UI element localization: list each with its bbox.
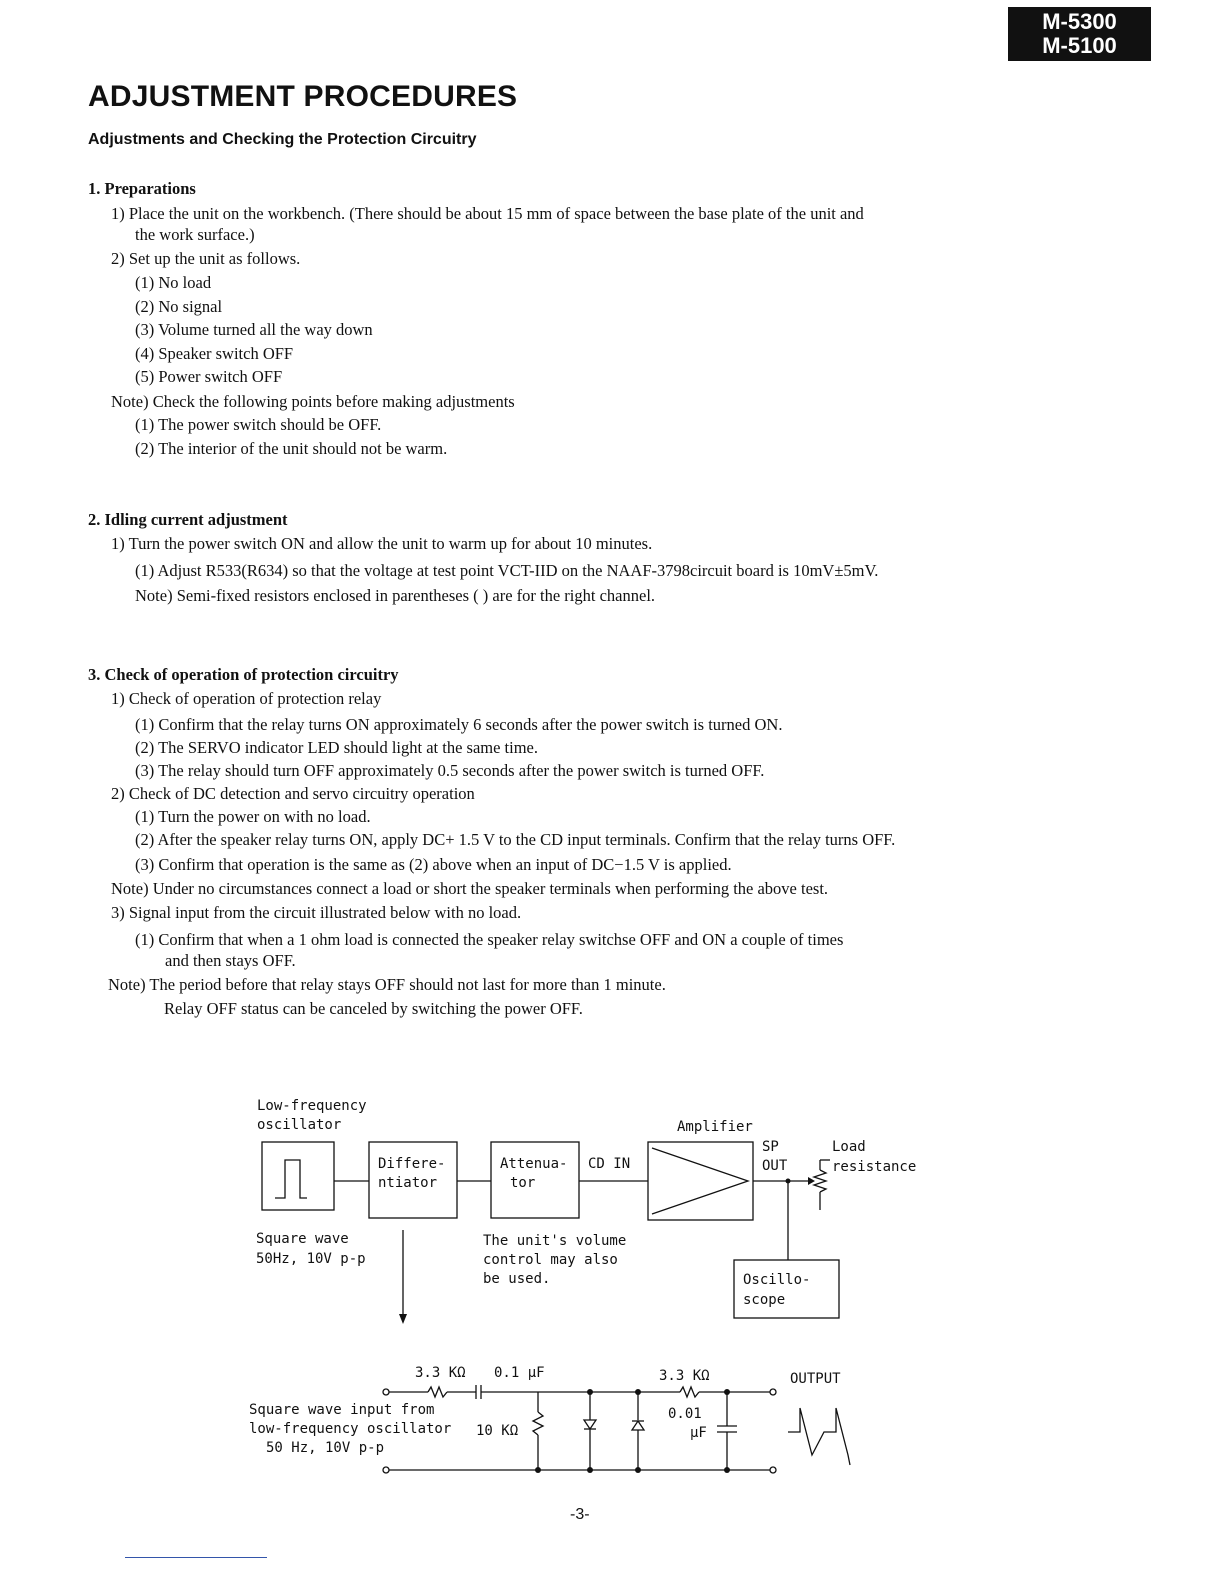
- s1-note: Note) Check the following points before making adjustments: [111, 392, 515, 411]
- diff-label2: ntiator: [378, 1175, 438, 1191]
- s1-line2: 2) Set up the unit as follows.: [111, 249, 301, 268]
- s1-item1: (1) No load: [135, 273, 212, 292]
- load-label2: resistance: [832, 1159, 917, 1175]
- sp-label2: OUT: [762, 1158, 788, 1174]
- s3-line3: 3) Signal input from the circuit illustrated below with no load.: [111, 903, 522, 922]
- r3-label: 10 KΩ: [476, 1423, 519, 1439]
- s1-item5: (5) Power switch OFF: [135, 367, 283, 386]
- scope-label1: Oscillo-: [743, 1272, 811, 1288]
- s2-line2: (1) Adjust R533(R634) so that the voltage at test point VCT-IID on the NAAF-3798circuit board is 10mV±5mV.: [135, 561, 879, 580]
- circuit-schematic: [383, 1385, 850, 1473]
- section2-heading: 2. Idling current adjustment: [88, 510, 288, 529]
- page-subtitle: Adjustments and Checking the Protection Circuitry: [88, 131, 477, 148]
- s3-b1: (1) Turn the power on with no load.: [135, 807, 371, 826]
- resistor-10k: [533, 1412, 543, 1435]
- output-waveform-icon: [788, 1408, 850, 1465]
- footer-rule: [125, 1557, 267, 1558]
- s1-note1: (1) The power switch should be OFF.: [135, 415, 382, 434]
- resistor-3k3-2: [680, 1387, 699, 1397]
- square-label2: 50Hz, 10V p-p: [256, 1251, 366, 1267]
- r2-label: 3.3 KΩ: [659, 1368, 710, 1384]
- osc-label2: oscillator: [257, 1117, 342, 1133]
- s2-note: Note) Semi-fixed resistors enclosed in parentheses ( ) are for the right channel.: [135, 586, 656, 605]
- section3-heading: 3. Check of operation of protection circuitry: [88, 665, 399, 684]
- output-label: OUTPUT: [790, 1371, 841, 1387]
- square-label1: Square wave: [256, 1231, 349, 1247]
- section1-heading: 1. Preparations: [88, 179, 196, 198]
- r1-label: 3.3 KΩ: [415, 1365, 466, 1381]
- page-number: -3-: [570, 1506, 590, 1523]
- s3-a2: (2) The SERVO indicator LED should light at the same time.: [135, 738, 539, 757]
- input-label2: low-frequency oscillator: [249, 1421, 452, 1437]
- att-label2: tor: [510, 1175, 536, 1191]
- s1-item4: (4) Speaker switch OFF: [135, 344, 294, 363]
- square-wave-icon: [275, 1160, 307, 1198]
- volume-note1: The unit's volume: [483, 1233, 627, 1249]
- page-title: ADJUSTMENT PROCEDURES: [88, 80, 518, 113]
- sp-label1: SP: [762, 1139, 779, 1155]
- s1-item3: (3) Volume turned all the way down: [135, 320, 373, 339]
- s3-b2: (2) After the speaker relay turns ON, apply DC+ 1.5 V to the CD input terminals. Confirm that the relay turns OFF.: [135, 830, 896, 849]
- s3-b3: (3) Confirm that operation is the same as (2) above when an input of DC−1.5 V is applied.: [135, 855, 732, 874]
- osc-label1: Low-frequency: [257, 1098, 367, 1114]
- load-label1: Load: [832, 1139, 866, 1155]
- s1-item2: (2) No signal: [135, 297, 223, 316]
- input-label3: 50 Hz, 10V p-p: [266, 1440, 385, 1456]
- s3-note2a: Note) The period before that relay stays OFF should not last for more than 1 minute.: [108, 975, 666, 994]
- volume-note2: control may also: [483, 1252, 618, 1268]
- att-label1: Attenua-: [500, 1156, 568, 1172]
- s3-note2b: Relay OFF status can be canceled by switching the power OFF.: [164, 999, 583, 1018]
- s3-a3: (3) The relay should turn OFF approximately 0.5 seconds after the power switch is turned OFF.: [135, 761, 765, 780]
- c2-label2: µF: [690, 1425, 707, 1441]
- s1-line1b: the work surface.): [135, 225, 255, 244]
- s3-line1: 1) Check of operation of protection relay: [111, 689, 382, 708]
- diff-label1: Differe-: [378, 1156, 446, 1172]
- volume-note3: be used.: [483, 1271, 551, 1287]
- c1-label: 0.1 µF: [494, 1365, 545, 1381]
- s1-line1a: 1) Place the unit on the workbench. (There should be about 15 mm of space between the base plate of the unit and: [111, 204, 864, 223]
- s3-line2: 2) Check of DC detection and servo circuitry operation: [111, 784, 475, 803]
- input-label1: Square wave input from: [249, 1402, 435, 1418]
- model-m5100: M-5100: [1042, 33, 1117, 58]
- cd-in-label: CD IN: [588, 1156, 631, 1172]
- s2-line1: 1) Turn the power switch ON and allow the unit to warm up for about 10 minutes.: [111, 534, 653, 553]
- oscillator-box: [262, 1142, 334, 1210]
- model-m5300: M-5300: [1042, 9, 1117, 34]
- scope-label2: scope: [743, 1292, 786, 1308]
- amplifier-triangle-icon: [652, 1148, 748, 1214]
- resistor-3k3-1: [428, 1387, 447, 1397]
- s3-a1: (1) Confirm that the relay turns ON approximately 6 seconds after the power switch is turned ON.: [135, 715, 783, 734]
- s3-c1a: (1) Confirm that when a 1 ohm load is connected the speaker relay switchse OFF and ON a couple of times: [135, 930, 844, 949]
- amplifier-box: [648, 1142, 753, 1220]
- c2-label1: 0.01: [668, 1406, 702, 1422]
- s3-note1: Note) Under no circumstances connect a load or short the speaker terminals when performing the above test.: [111, 879, 829, 898]
- s3-c1b: and then stays OFF.: [165, 951, 296, 970]
- s1-note2: (2) The interior of the unit should not be warm.: [135, 439, 448, 458]
- amp-label: Amplifier: [677, 1119, 753, 1135]
